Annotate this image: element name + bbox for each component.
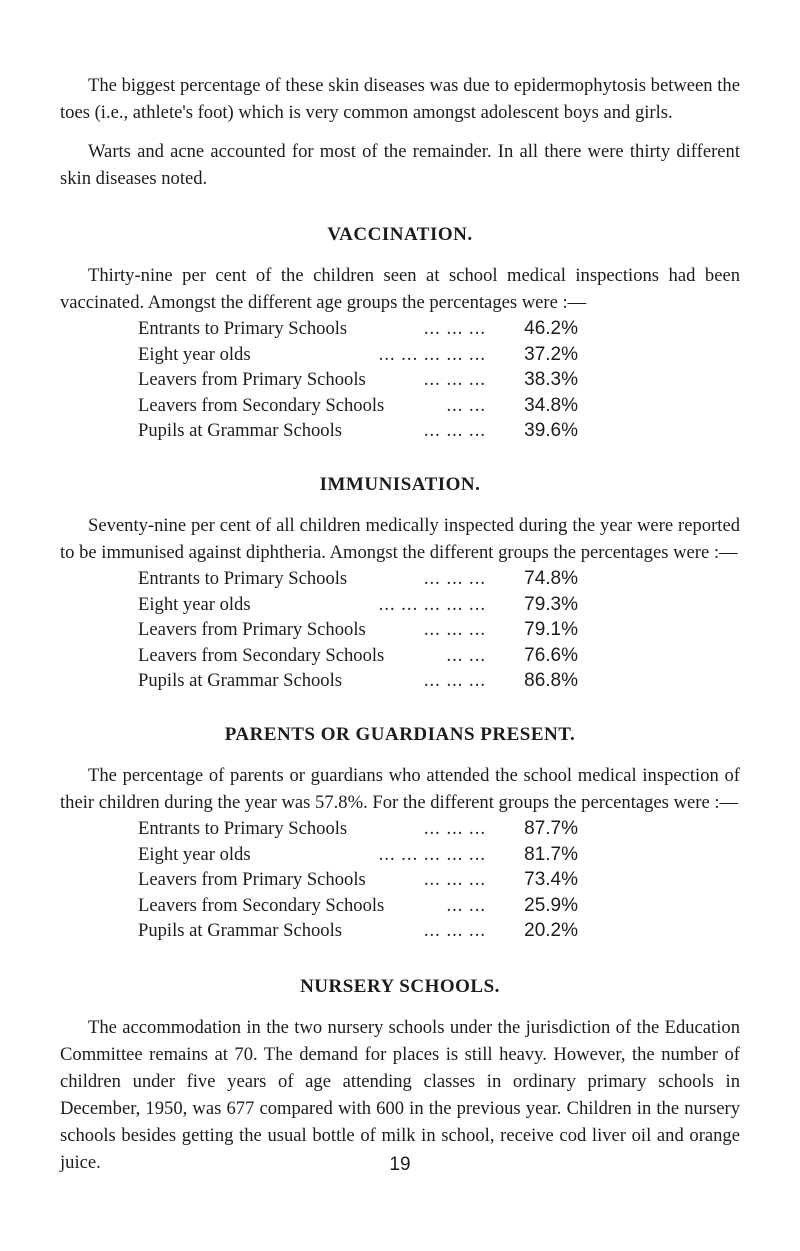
table-row: Leavers from Primary Schools ... ... ... 38.3% (138, 369, 578, 391)
document-page (60, 72, 740, 1176)
table-row: Leavers from Primary Schools ... ... ... 73.4% (138, 869, 578, 891)
table-row: Eight year olds ... ... ... ... ... 37.2% (138, 343, 578, 365)
immunisation-heading: IMMUNISATION. (319, 473, 481, 495)
parents-table (138, 816, 578, 944)
intro-paragraph-1: The biggest percentage of these skin diseases was due to epidermophytosis between the toes (i.e., athlete's foot) which is very common amongst adolescent boys and girls. (60, 75, 740, 123)
table-row: Entrants to Primary Schools ... ... ... 46.2% (138, 318, 578, 339)
table-row: Leavers from Secondary Schools ... ... 25.9% (138, 894, 578, 916)
vaccination-heading: VACCINATION. (327, 224, 473, 245)
parents-paragraph: The percentage of parents or guardians who attended the school medical inspection of their children during the year was 57.8%. For the different groups the percentages were :— (60, 764, 740, 813)
table-row: Leavers from Primary Schools ... ... ... 79.1% (138, 619, 578, 641)
table-row: Leavers from Secondary Schools ... ... 34.8% (138, 394, 578, 416)
vaccination-table (138, 316, 578, 444)
intro-paragraph-2: Warts and acne accounted for most of the remainder. In all there were thirty different skin diseases noted. (60, 141, 740, 189)
table-row: Entrants to Primary Schools ... ... ... 87.7% (138, 817, 578, 839)
nursery-paragraph: The accommodation in the two nursery schools under the jurisdiction of the Education Committee remains at 70. The demand for places is still heavy. However, the number of children under five years of age attending classes in ordinary primary schools in December, 1950, was 677 compared with 600 in the previous year. Children in the nursery schools besides getting the usual bottle of milk in school, receive cod liver oil and orange juice. (60, 1016, 740, 1173)
table-row: Pupils at Grammar Schools ... ... ... 39.6% (138, 420, 578, 442)
table-row: Pupils at Grammar Schools ... ... ... 20.2% (138, 920, 578, 942)
nursery-heading: NURSERY SCHOOLS. (300, 975, 500, 997)
table-row: Pupils at Grammar Schools ... ... ... 86.8% (138, 670, 578, 692)
table-row: Entrants to Primary Schools ... ... ... 74.8% (138, 567, 578, 589)
immunisation-table (138, 566, 578, 694)
table-row: Leavers from Secondary Schools ... ... 76.6% (138, 644, 578, 666)
table-row: Eight year olds ... ... ... ... ... 79.3% (138, 593, 578, 615)
vaccination-paragraph: Thirty-nine per cent of the children seen at school medical inspections had been vaccinated. Amongst the different age groups the percentages were :— (60, 265, 740, 313)
parents-heading: PARENTS OR GUARDIANS PRESENT. (224, 723, 576, 745)
page-number: 19 (389, 1154, 411, 1175)
table-row: Eight year olds ... ... ... ... ... 81.7% (138, 843, 578, 865)
immunisation-paragraph: Seventy-nine per cent of all children medically inspected during the year were reported to be immunised against diphtheria. Amongst the different groups the percentages were :— (60, 514, 740, 563)
